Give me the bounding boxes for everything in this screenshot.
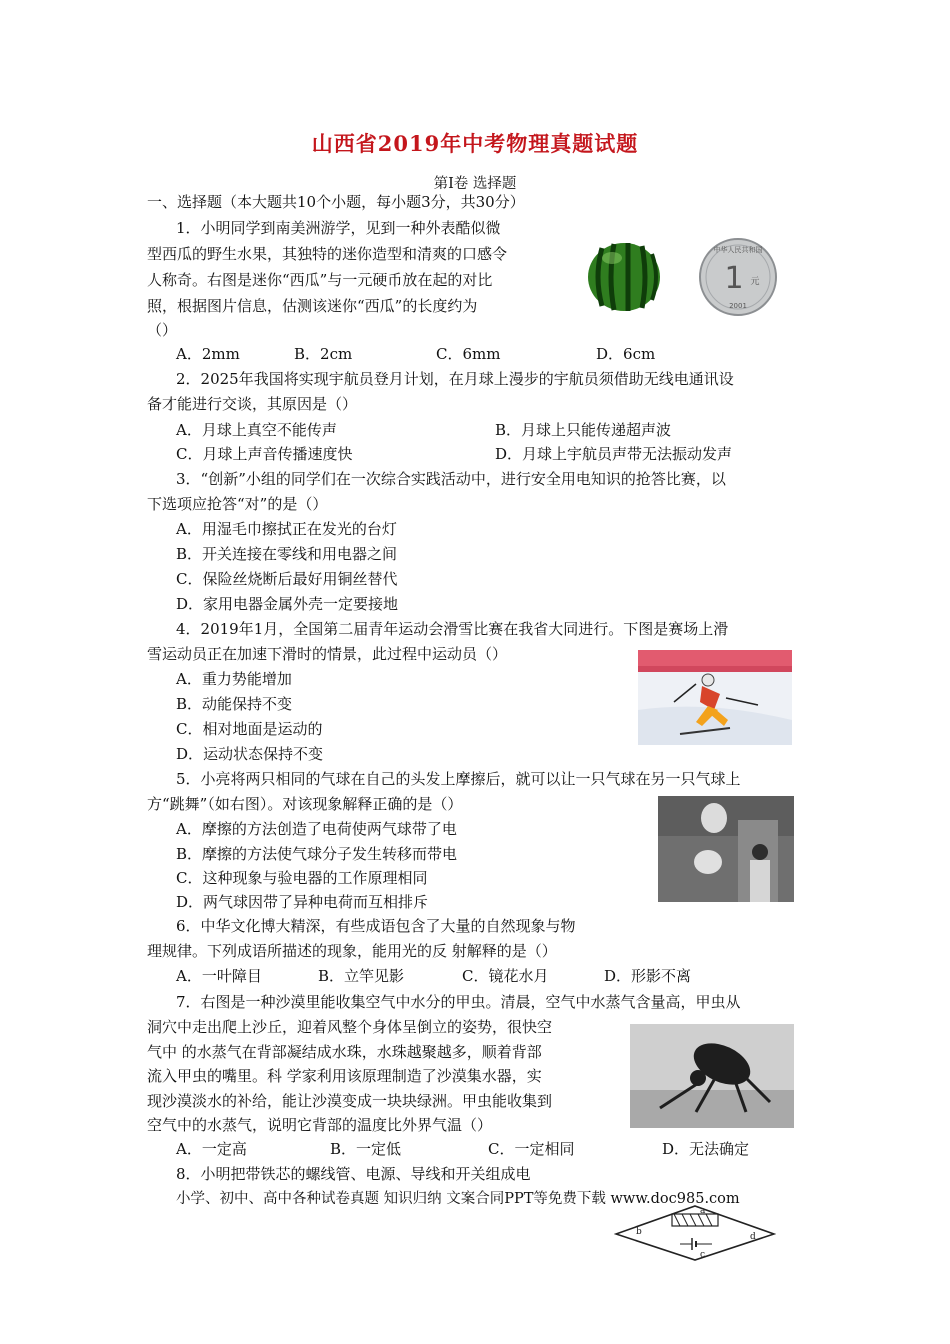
q3-stem-line: 下选项应抢答“对”的是（）	[147, 495, 328, 513]
watermelon-coin-figure	[572, 222, 792, 332]
section-title: 第Ⅰ卷 选择题	[433, 176, 517, 192]
boy-icon	[750, 844, 770, 902]
beetle-figure	[630, 1024, 794, 1128]
q5-option-a: A．摩擦的方法创造了电荷使两气球带了电	[176, 820, 457, 838]
q5-option-d: D．两气球因带了异种电荷而互相排斥	[176, 893, 429, 911]
svg-text:1: 1	[724, 261, 744, 296]
q2-stem-line: 2．2025年我国将实现宇航员登月计划，在月球上漫步的宇航员须借助无线电通讯设	[176, 370, 734, 388]
q1-stem-line: 人称奇。右图是迷你“西瓜”与一元硬币放在起的对比	[147, 271, 493, 289]
solenoid-icon	[672, 1214, 718, 1226]
q6-stem-line: 6．中华文化博大精深，有些成语包含了大量的自然现象与物	[176, 917, 576, 935]
q4-stem-line: 雪运动员正在加速下滑时的情景，此过程中运动员（）	[147, 645, 508, 663]
q4-option-b: B．动能保持不变	[176, 695, 293, 713]
q7-stem-line: 空气中的水蒸气，说明它背部的温度比外界气温（）	[147, 1116, 493, 1134]
q1-stem-line: 照，根据图片信息，估测该迷你“西瓜”的长度约为	[147, 297, 478, 315]
coin-icon	[700, 239, 776, 315]
q3-option-c: C．保险丝烧断后最好用铜丝替代	[176, 570, 398, 588]
q4-option-c: C．相对地面是运动的	[176, 720, 323, 738]
q5-stem-line: 5．小亮将两只相同的气球在自己的头发上摩擦后，就可以让一只气球在另一只气球上	[176, 770, 741, 788]
q3-stem-line: 3．“创新”小组的同学们在一次综合实践活动中，进行安全用电知识的抢答比赛，以	[176, 470, 726, 488]
q1-stem-line: （）	[147, 321, 178, 339]
q2-option-c: C．月球上声音传播速度快	[176, 445, 353, 463]
q7-option-d: D．无法确定	[662, 1140, 750, 1158]
q1-option-d: D．6cm	[596, 345, 656, 363]
q4-option-d: D．运动状态保持不变	[176, 745, 324, 763]
q6-stem-line: 理规律。下列成语所描述的现象，能用光的反 射解释的是（）	[147, 942, 557, 960]
q7-option-a: A．一定高	[176, 1140, 247, 1158]
q2-option-a: A．月球上真空不能传声	[176, 421, 337, 439]
q2-option-b: B．月球上只能传递超声波	[495, 421, 672, 439]
q6-option-d: D．形影不离	[604, 967, 692, 985]
skier-figure	[638, 650, 792, 745]
q6-option-c: C．镜花水月	[462, 967, 549, 985]
svg-text:c: c	[700, 1250, 706, 1260]
q1-option-a: A．2mm	[176, 345, 240, 363]
part1-header: 一、选择题（本大题共10个小题，每小题3分，共30分）	[147, 193, 525, 211]
q2-stem-line: 备才能进行交谈，其原因是（）	[147, 395, 358, 413]
q7-stem-line: 洞穴中走出爬上沙丘，迎着风整个身体呈倒立的姿势，很快空	[147, 1018, 553, 1036]
svg-text:元: 元	[750, 277, 760, 287]
q1-stem-line: 1．小明同学到南美洲游学，见到一种外表酷似微	[176, 219, 501, 237]
q6-option-b: B．立竿见影	[318, 967, 405, 985]
q5-stem-line: 方“跳舞”（如右图）。对该现象解释正确的是（）	[147, 795, 463, 813]
q7-option-b: B．一定低	[330, 1140, 402, 1158]
q1-option-b: B．2cm	[294, 345, 353, 363]
svg-text:d: d	[750, 1232, 756, 1242]
q3-option-b: B．开关连接在零线和用电器之间	[176, 545, 398, 563]
q7-stem-line: 7．右图是一种沙漠里能收集空气中水分的甲虫。清晨，空气中水蒸气含量高，甲虫从	[176, 993, 741, 1011]
q6-option-a: A．一叶障目	[176, 967, 262, 985]
page-title: 山西省2019年中考物理真题试题	[311, 131, 639, 156]
footer-text: 小学、初中、高中各种试卷真题 知识归纳 文案合同PPT等免费下载 www.doc985.com	[176, 1191, 740, 1207]
q1-option-c: C．6mm	[436, 345, 501, 363]
q2-option-d: D．月球上宇航员声带无法振动发声	[495, 445, 733, 463]
q5-option-c: C．这种现象与验电器的工作原理相同	[176, 869, 428, 887]
svg-text:a: a	[700, 1206, 706, 1216]
q3-option-d: D．家用电器金属外壳一定要接地	[176, 595, 399, 613]
svg-text:中华人民共和国: 中华人民共和国	[713, 246, 763, 254]
q7-stem-line: 流入甲虫的嘴里。科 学家利用该原理制造了沙漠集水器，实	[147, 1067, 542, 1085]
q1-stem-line: 型西瓜的野生水果，其独特的迷你造型和清爽的口感令	[147, 245, 508, 263]
battery-icon	[680, 1238, 712, 1250]
q5-option-b: B．摩擦的方法使气球分子发生转移而带电	[176, 845, 458, 863]
q7-stem-line: 气中 的水蒸气在背部凝结成水珠，水珠越聚越多，顺着背部	[147, 1043, 542, 1061]
balloon-figure	[658, 796, 794, 902]
circuit-figure	[614, 1204, 776, 1262]
q8-stem-line: 8．小明把带铁芯的螺线管、电源、导线和开关组成电	[176, 1165, 531, 1183]
q4-stem-line: 4．2019年1月，全国第二届青年运动会滑雪比赛在我省大同进行。下图是赛场上滑	[176, 620, 729, 638]
q3-option-a: A．用湿毛巾擦拭正在发光的台灯	[176, 520, 397, 538]
svg-text:2001: 2001	[729, 302, 747, 310]
q7-stem-line: 现沙漠淡水的补给，能让沙漠变成一块块绿洲。甲虫能收集到	[147, 1092, 553, 1110]
q7-option-c: C．一定相同	[488, 1140, 575, 1158]
watermelon-icon	[588, 243, 660, 311]
svg-text:b: b	[636, 1227, 642, 1237]
q4-option-a: A．重力势能增加	[176, 670, 292, 688]
